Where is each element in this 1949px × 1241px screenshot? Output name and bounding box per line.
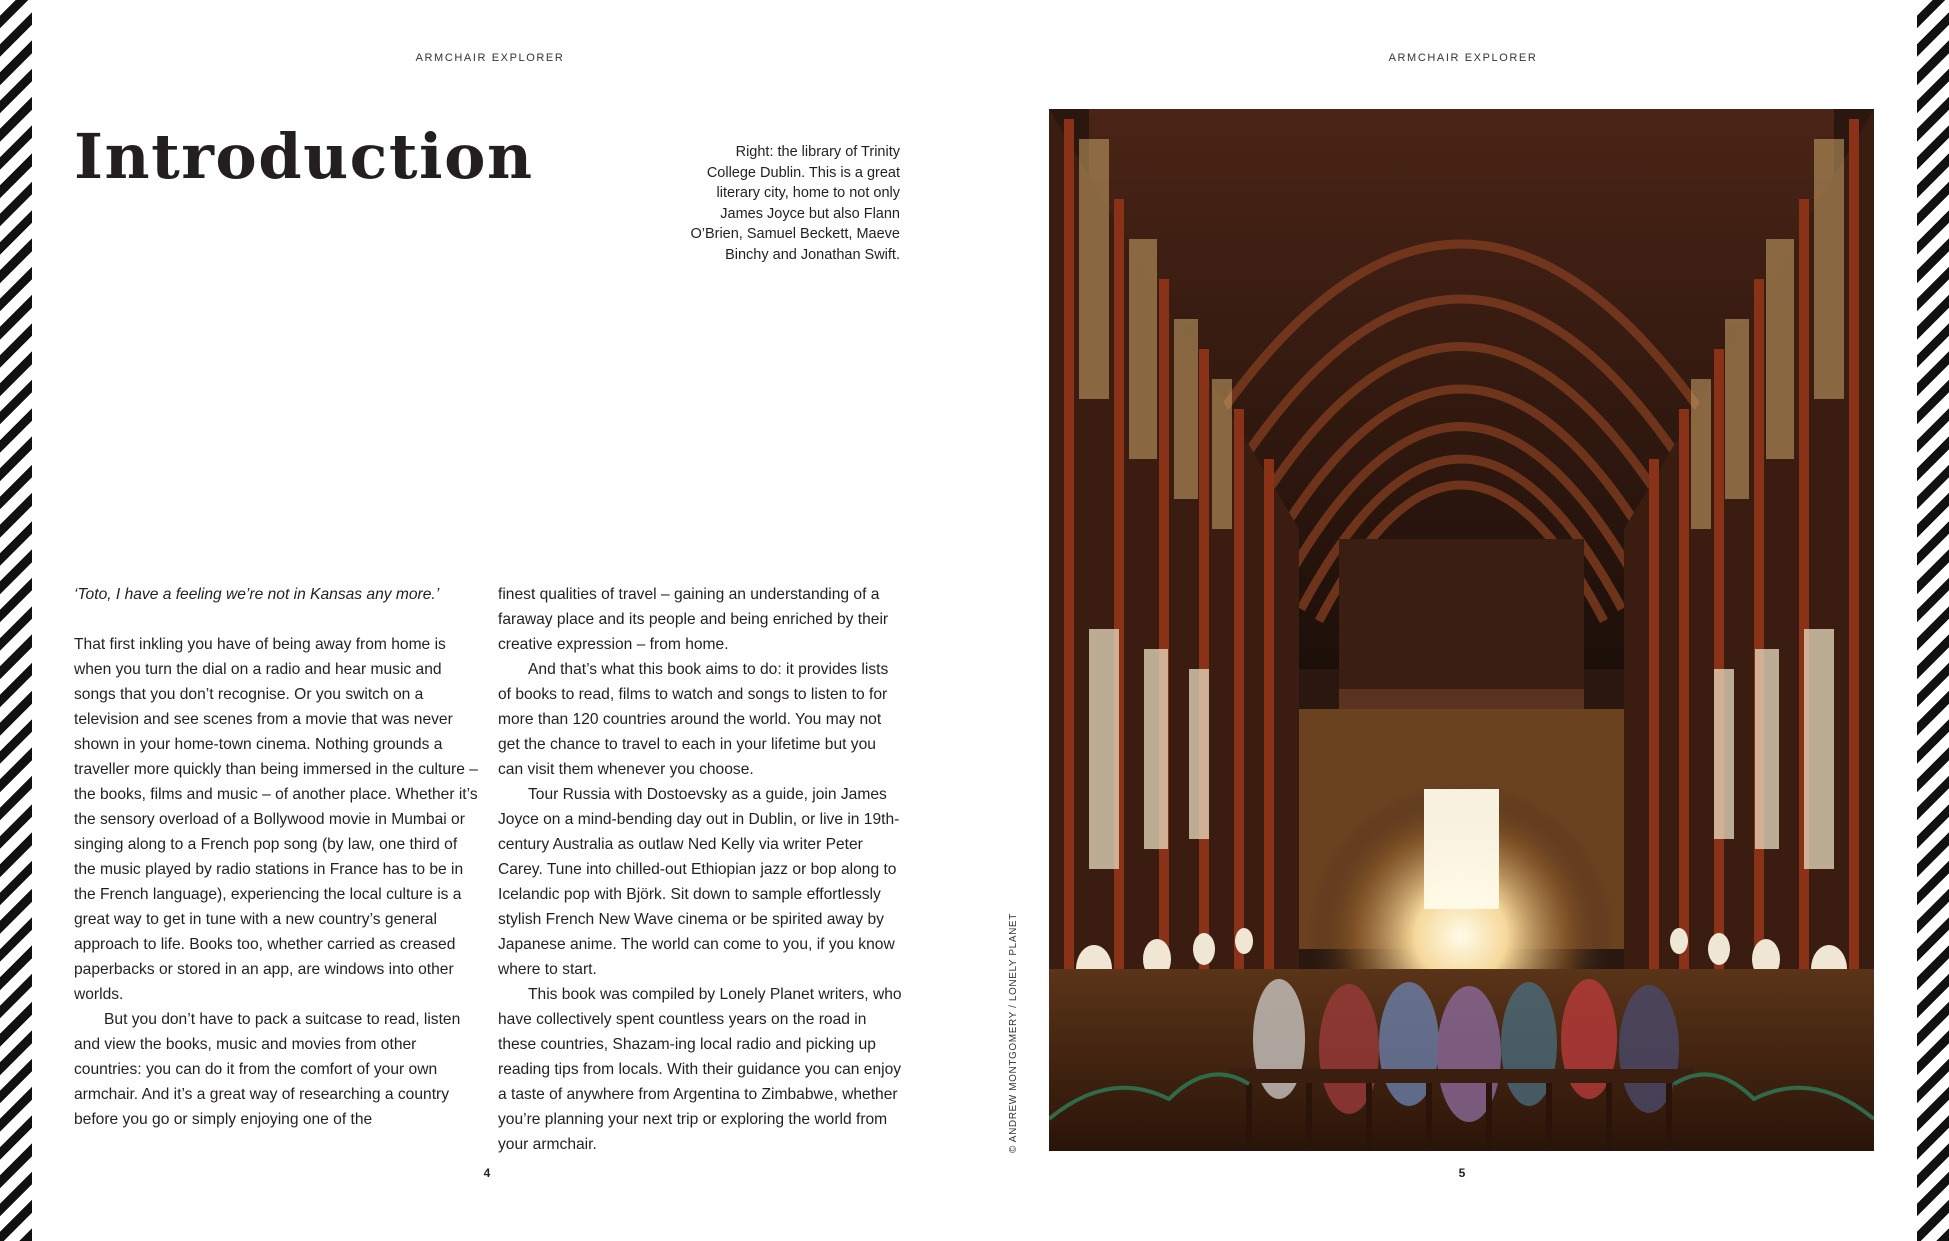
photo-credit: © ANDREW MONTGOMERY / LONELY PLANET [1008,913,1019,1153]
right-edge-stripe [1917,0,1949,1241]
text-column-left [74,582,479,1132]
body-paragraph: And that’s what this book aims to do: it provides lists of books to read, films to watch and songs to listen to for more than 120 countries around the world. You may not get the chance to travel to each in your lifetime but you can visit them whenever you choose. [498,661,889,778]
body-paragraph: This book was compiled by Lonely Planet writers, who have collectively spent countless years on the road in these countries, Shazam-ing local radio and picking up reading tips from locals. With their guidance you can enjoy a taste of anywhere from Argentina to Zimbabwe, whether you’re planning your next trip or exploring the world from your armchair. [498,986,902,1153]
library-photo-illustration [1049,109,1874,1151]
page-number-right: 5 [1458,1166,1466,1180]
body-paragraph: But you don’t have to pack a suitcase to read, listen and view the books, music and movies from other countries: you can do it from the comfort of your own armchair. And it’s a great way of researching a country before you go or simply enjoying one of the [74,1011,461,1128]
epigraph-quote: ‘Toto, I have a feeling we’re not in Kansas any more.’ [74,586,440,603]
page-title: Introduction [74,120,534,193]
running-head-left: ARMCHAIR EXPLORER [415,52,565,64]
photo-caption: Right: the library of Trinity College Dublin. This is a great literary city, home to not only James Joyce but also Flann O’Brien, Samuel Beckett, Maeve Binchy and Jonathan Swift. [690,144,900,263]
text-column-right [498,582,903,1157]
body-paragraph: That first inkling you have of being away from home is when you turn the dial on a radio and hear music and songs that you don’t recognise. Or you switch on a television and see scenes from a movie that was never shown in your home-town cinema. Nothing grounds a traveller more quickly than being immersed in the culture – the books, films and music – of another place. Whether it’s the sensory overload of a Bollywood movie in Mumbai or singing along to a French pop song (by law, one third of the music played by radio stations in France has to be in the French language), experiencing the local culture is a great way to get in tune with a new country’s general approach to life. Books too, whether carried as creased paperbacks or stored in an app, are windows into other worlds. [74,636,478,1003]
running-head-right: ARMCHAIR EXPLORER [1388,52,1538,64]
body-paragraph: Tour Russia with Dostoevsky as a guide, join James Joyce on a mind-bending day out in Dublin, or live in 19th-century Australia as outlaw Ned Kelly via writer Peter Carey. Tune into chilled-out Ethiopian jazz or bop along to Icelandic pop with Björk. Sit down to sample effortlessly stylish French New Wave cinema or be spirited away by Japanese anime. The world can come to you, if you know where to start. [498,786,900,978]
body-paragraph: finest qualities of travel – gaining an understanding of a faraway place and its people and being enriched by their creative expression – from home. [498,586,889,653]
library-photo [1049,109,1874,1151]
left-edge-stripe [0,0,32,1241]
page-number-left: 4 [483,1166,491,1180]
